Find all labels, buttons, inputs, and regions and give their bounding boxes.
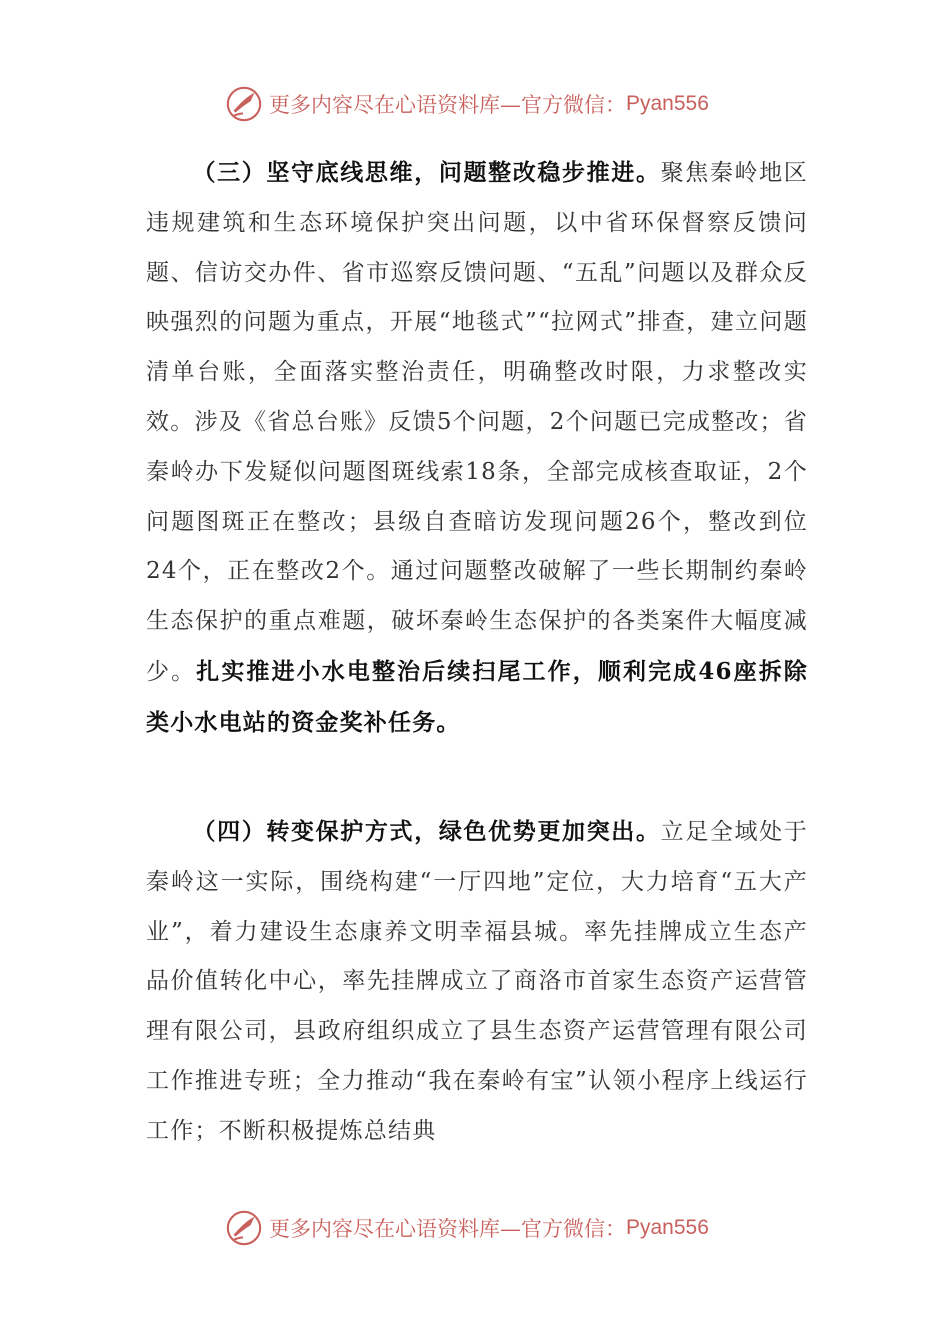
section-4-body: 立足全域处于秦岭这一实际，围绕构建“一厅四地”定位，大力培育“五大产业”，着力建设生态康养文明幸福县城。率先挂牌成立生态产品价值转化中心，率先挂牌成立了商洛市首家生态资产运营管理有限公司，县政府组织成立了县生态资产运营管理有限公司工作推进专班；全力推动“我在秦岭有宝”认领小程序上线运行工作；不断积极提炼总结典 — [146, 819, 808, 1144]
pen-logo-icon — [225, 85, 263, 123]
section-3-bold-tail: 扎实推进小水电整治后续扫尾工作，顺利完成46座拆除类小水电站的资金奖补任务。 — [146, 657, 808, 736]
banner-wechat-id: Pyan556 — [626, 92, 709, 115]
section-4-paragraph — [146, 807, 808, 1157]
banner-text: 更多内容尽在心语资料库—官方微信： — [269, 1217, 626, 1241]
banner-text: 更多内容尽在心语资料库—官方微信： — [269, 93, 626, 117]
pen-logo-icon — [225, 1209, 263, 1247]
footer-banner — [225, 1208, 745, 1248]
section-3-paragraph — [146, 148, 808, 749]
section-3-body: 聚焦秦岭地区违规建筑和生态环境保护突出问题，以中省环保督察反馈问题、信访交办件、省市巡察反馈问题、“五乱”问题以及群众反映强烈的问题为重点，开展“地毯式”“拉网式”排查，建立问题清单台账，全面落实整治责任，明确整改时限，力求整改实效。涉及《省总台账》反馈5个问题，2个问题已完成整改；省秦岭办下发疑似问题图斑线索18条，全部完成核查取证，2个问题图斑正在整改；县级自查暗访发现问题26个，整改到位24个，正在整改2个。通过问题整改破解了一些长期制约秦岭生态保护的重点难题，破坏秦岭生态保护的各类案件大幅度减少。 — [146, 160, 808, 685]
section-4-heading: （四）转变保护方式，绿色优势更加突出。 — [192, 818, 661, 845]
banner-wechat-id: Pyan556 — [626, 1216, 709, 1239]
section-3-heading: （三）坚守底线思维，问题整改稳步推进。 — [192, 159, 661, 186]
header-banner — [225, 84, 745, 124]
